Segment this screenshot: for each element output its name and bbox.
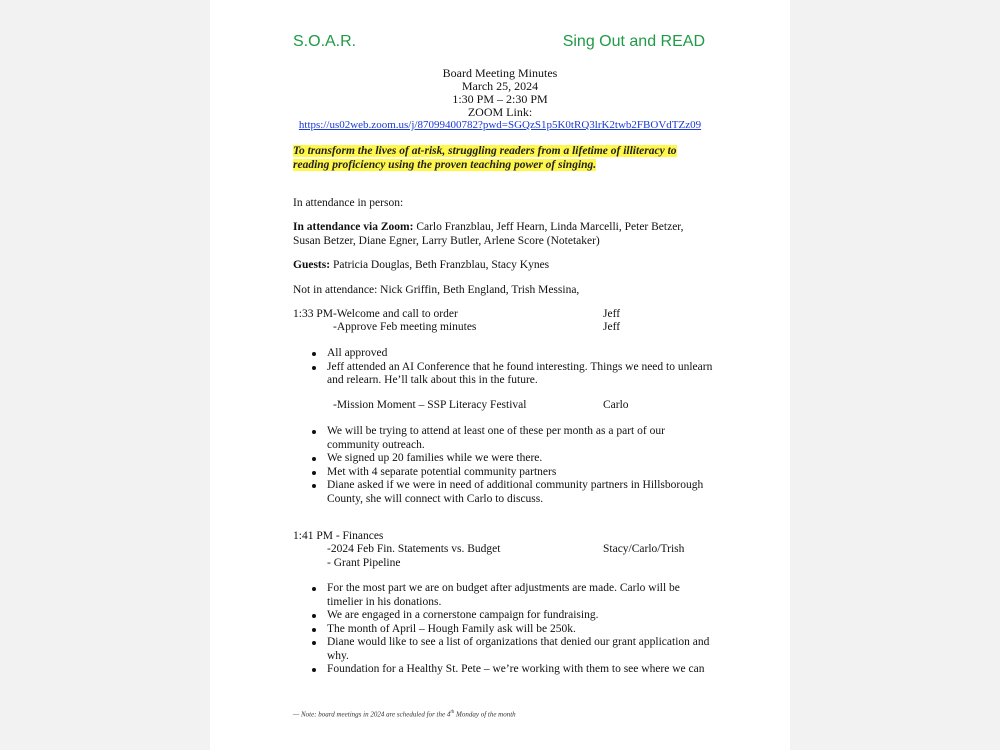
zoom-label: ZOOM Link: xyxy=(467,105,533,119)
agenda-approve-minutes: -Approve Feb meeting minutes xyxy=(333,321,477,333)
attendance-zoom-line-1: In attendance via Zoom: Carlo Franzblau, Jeff Hearn, Linda Marcelli, Peter Betzer, xyxy=(293,221,684,233)
attendance-zoom-line-2: Susan Betzer, Diane Egner, Larry Butler, Arlene Score (Notetaker) xyxy=(293,235,600,247)
list-item: All approved xyxy=(293,347,713,361)
mission-statement: To transform the lives of at-risk, struggling readers from a lifetime of illiteracy to reading proficiency using the proven teaching power of singing. xyxy=(293,145,677,171)
list-item: Diane asked if we were in need of additional community partners in Hillsborough County, she will connect with Carlo to discuss. xyxy=(293,479,713,506)
list-item: For the most part we are on budget after adjustments are made. Carlo will be timelier in his donations. xyxy=(293,582,713,609)
agenda-mission-owner: Carlo xyxy=(603,399,629,411)
approval-notes-list xyxy=(293,347,713,388)
org-name: Sing Out and READ xyxy=(562,33,705,50)
agenda-fin-statements: -2024 Feb Fin. Statements vs. Budget xyxy=(327,543,501,555)
agenda-grant-pipeline: - Grant Pipeline xyxy=(327,557,401,569)
agenda-approve-owner: Jeff xyxy=(603,321,621,333)
list-item: We are engaged in a cornerstone campaign for fundraising. xyxy=(293,609,713,623)
list-item: Jeff attended an AI Conference that he found interesting. Things we need to unlearn and relearn. He’ll talk about this in the future. xyxy=(293,361,713,388)
finance-notes-list xyxy=(293,582,713,677)
list-item: Met with 4 separate potential community partners xyxy=(293,466,713,480)
not-in-attendance: Not in attendance: Nick Griffin, Beth England, Trish Messina, xyxy=(293,284,580,296)
list-item: We signed up 20 families while we were there. xyxy=(293,452,713,466)
footnote: — Note: board meetings in 2024 are scheduled for the 4th Monday of the month xyxy=(293,710,516,719)
list-item: We will be trying to attend at least one of these per month as a part of our community outreach. xyxy=(293,425,713,452)
list-item: Foundation for a Healthy St. Pete – we’re working with them to see where we can xyxy=(293,663,713,677)
meeting-date: March 25, 2024 xyxy=(461,79,539,93)
guests-line: Guests: Patricia Douglas, Beth Franzblau, Stacy Kynes xyxy=(293,259,550,271)
org-acronym: S.O.A.R. xyxy=(293,33,357,50)
list-item: Diane would like to see a list of organizations that denied our grant application and why. xyxy=(293,636,713,663)
attendance-in-person: In attendance in person: xyxy=(293,197,404,209)
agenda-mission-moment: -Mission Moment – SSP Literacy Festival xyxy=(333,399,527,411)
document-page xyxy=(210,0,790,750)
meeting-time: 1:30 PM – 2:30 PM xyxy=(452,92,548,106)
agenda-welcome: 1:33 PM-Welcome and call to order xyxy=(293,308,458,320)
agenda-finances: 1:41 PM - Finances xyxy=(293,530,384,542)
agenda-welcome-owner: Jeff xyxy=(603,308,621,320)
list-item: The month of April – Hough Family ask will be 250k. xyxy=(293,623,713,637)
zoom-link[interactable]: https://us02web.zoom.us/j/87099400782?pwd=SGQzS1p5K0tRQ3lrK2twb2FBOVdTZz09 xyxy=(298,119,702,131)
agenda-fin-owner: Stacy/Carlo/Trish xyxy=(603,543,685,555)
meeting-title: Board Meeting Minutes xyxy=(442,66,558,80)
mission-moment-notes-list xyxy=(293,425,713,506)
